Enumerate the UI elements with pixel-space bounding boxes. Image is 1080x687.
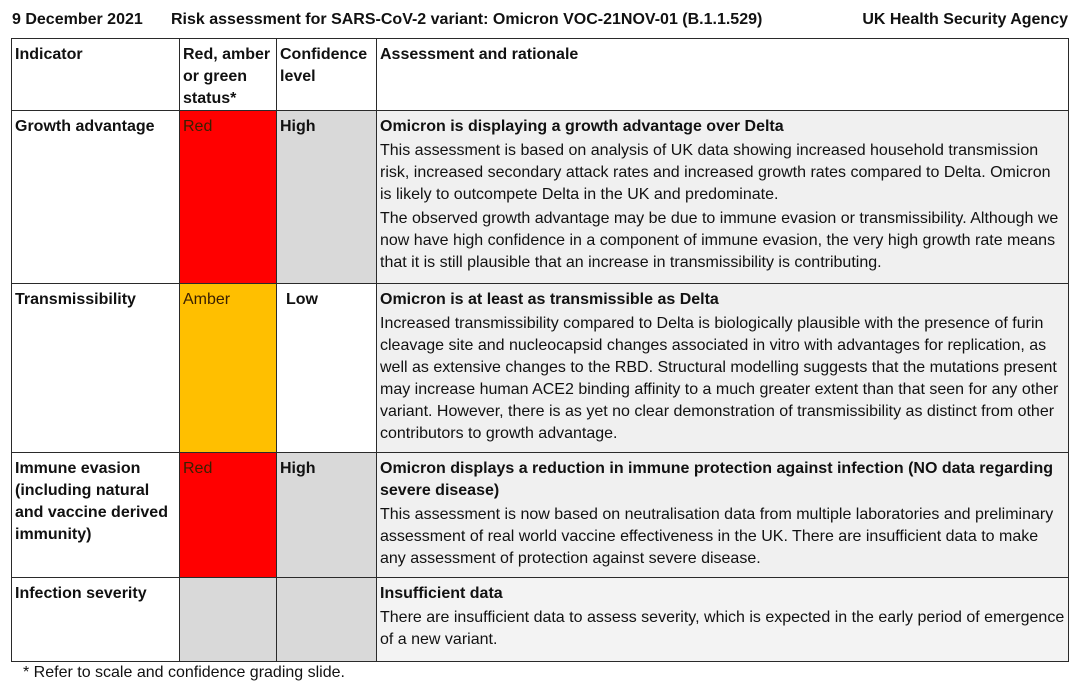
assessment-paragraph: The observed growth advantage may be due to immune evasion or transmissibility. Although we now have high confidence in a component of immune evasion, the very high growth rate means that it is still plausible that an increase in transmissibility is contributing. bbox=[380, 210, 1059, 271]
assessment-cell bbox=[377, 111, 1069, 284]
assessment-headline: Omicron is at least as transmissible as Delta bbox=[380, 291, 719, 308]
table-header-row bbox=[12, 39, 1069, 111]
confidence-cell: High bbox=[277, 453, 377, 578]
assessment-paragraph: Increased transmissibility compared to Delta is biologically plausible with the presence of furin cleavage site and nucleocapsid changes associated in vitro with advantages for replication, as well as extensive changes to the RBD. Structural modelling suggests that the mutations present may increase human ACE2 binding affinity to a much greater extent than that seen for any other variant. However, there is as yet no clear demonstration of transmissibility as distinct from other contributors to growth advantage. bbox=[380, 315, 1059, 442]
assessment-headline: Omicron displays a reduction in immune protection against infection (NO data regarding severe disease) bbox=[380, 460, 1053, 499]
status-cell-amber: Amber bbox=[180, 284, 277, 453]
assessment-paragraph: This assessment is based on analysis of UK data showing increased household transmission risk, increased secondary attack rates and increased growth rates compared to Delta. Omicron is likely to outcompete Delta in the UK and predominate. bbox=[380, 142, 1051, 203]
agency-name: UK Health Security Agency bbox=[862, 11, 1068, 28]
table-row-transmissibility bbox=[12, 284, 1069, 453]
assessment-paragraph: There are insufficient data to assess severity, which is expected in the early period of emergence of a new variant. bbox=[380, 609, 1065, 648]
status-cell-red: Red bbox=[180, 111, 277, 284]
indicator-cell: Infection severity bbox=[12, 578, 180, 662]
confidence-cell: High bbox=[277, 111, 377, 284]
header-bar bbox=[0, 0, 1080, 38]
status-cell-red: Red bbox=[180, 453, 277, 578]
confidence-cell bbox=[277, 578, 377, 662]
risk-assessment-table bbox=[11, 38, 1069, 662]
indicator-cell: Growth advantage bbox=[12, 111, 180, 284]
table-row-growth-advantage bbox=[12, 111, 1069, 284]
assessment-headline: Omicron is displaying a growth advantage over Delta bbox=[380, 118, 784, 135]
assessment-cell bbox=[377, 453, 1069, 578]
table-row-infection-severity bbox=[12, 578, 1069, 662]
table-row-immune-evasion bbox=[12, 453, 1069, 578]
status-cell-empty bbox=[180, 578, 277, 662]
footnote: * Refer to scale and confidence grading slide. bbox=[23, 664, 345, 681]
column-header-status: Red, amber or green status* bbox=[180, 39, 277, 111]
assessment-cell bbox=[377, 578, 1069, 662]
confidence-cell: Low bbox=[277, 284, 377, 453]
column-header-indicator: Indicator bbox=[12, 39, 180, 111]
indicator-cell: Immune evasion (including natural and vaccine derived immunity) bbox=[12, 453, 180, 578]
report-title: Risk assessment for SARS-CoV-2 variant: Omicron VOC-21NOV-01 (B.1.1.529) bbox=[171, 11, 763, 28]
report-date: 9 December 2021 bbox=[12, 11, 143, 28]
assessment-headline: Insufficient data bbox=[380, 585, 503, 602]
column-header-assessment: Assessment and rationale bbox=[377, 39, 1069, 111]
column-header-confidence: Confidence level bbox=[277, 39, 377, 111]
assessment-cell bbox=[377, 284, 1069, 453]
assessment-paragraph: This assessment is now based on neutralisation data from multiple laboratories and preliminary assessment of real world vaccine effectiveness in the UK. There are insufficient data to make any assessment of protection against severe disease. bbox=[380, 506, 1054, 567]
indicator-cell: Transmissibility bbox=[12, 284, 180, 453]
